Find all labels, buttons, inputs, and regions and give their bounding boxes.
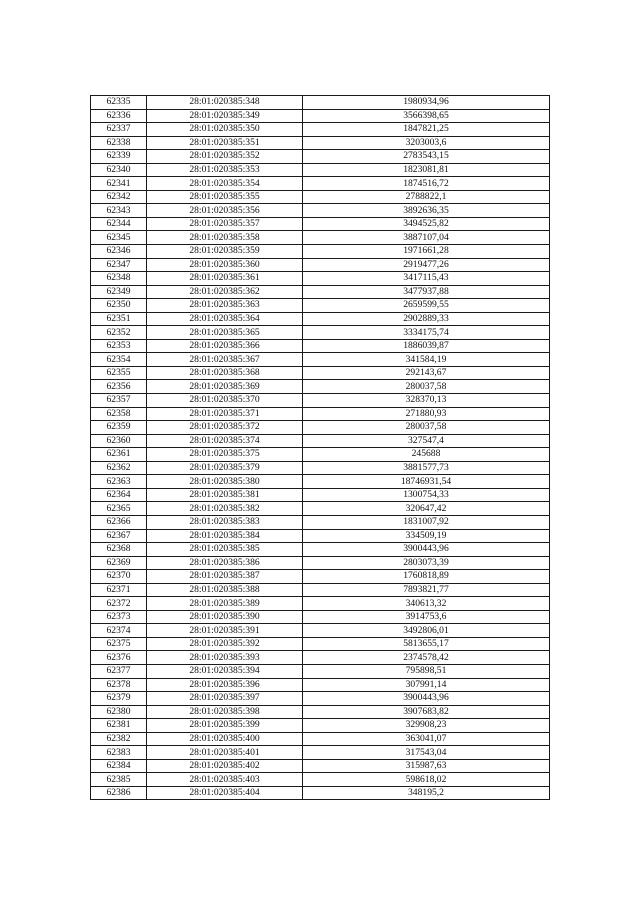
value-cell: 2902889,33 <box>303 312 550 326</box>
row-number-cell: 62361 <box>91 448 147 462</box>
table-row <box>91 637 550 651</box>
row-number-cell: 62368 <box>91 543 147 557</box>
table-row <box>91 150 550 164</box>
value-cell: 292143,67 <box>303 366 550 380</box>
row-number-cell: 62359 <box>91 421 147 435</box>
row-number-cell: 62346 <box>91 245 147 259</box>
value-cell: 327547,4 <box>303 434 550 448</box>
table-row <box>91 353 550 367</box>
cadastral-number-cell: 28:01:020385:354 <box>147 177 303 191</box>
value-cell: 320647,42 <box>303 502 550 516</box>
value-cell: 3892636,35 <box>303 204 550 218</box>
value-cell: 3881577,73 <box>303 461 550 475</box>
row-number-cell: 62385 <box>91 773 147 787</box>
value-cell: 329908,23 <box>303 719 550 733</box>
cadastral-number-cell: 28:01:020385:372 <box>147 421 303 435</box>
table-row <box>91 502 550 516</box>
value-cell: 3334175,74 <box>303 326 550 340</box>
row-number-cell: 62369 <box>91 556 147 570</box>
cadastral-number-cell: 28:01:020385:389 <box>147 597 303 611</box>
row-number-cell: 62374 <box>91 624 147 638</box>
cadastral-number-cell: 28:01:020385:392 <box>147 637 303 651</box>
row-number-cell: 62344 <box>91 217 147 231</box>
row-number-cell: 62358 <box>91 407 147 421</box>
row-number-cell: 62383 <box>91 746 147 760</box>
table-row <box>91 339 550 353</box>
value-cell: 341584,19 <box>303 353 550 367</box>
value-cell: 245688 <box>303 448 550 462</box>
table-row <box>91 773 550 787</box>
table-row <box>91 272 550 286</box>
value-cell: 1831007,92 <box>303 515 550 529</box>
row-number-cell: 62363 <box>91 475 147 489</box>
value-cell: 280037,58 <box>303 380 550 394</box>
row-number-cell: 62351 <box>91 312 147 326</box>
value-cell: 315987,63 <box>303 759 550 773</box>
cadastral-number-cell: 28:01:020385:380 <box>147 475 303 489</box>
row-number-cell: 62370 <box>91 570 147 584</box>
table-row <box>91 651 550 665</box>
value-cell: 348195,2 <box>303 786 550 800</box>
value-cell: 280037,58 <box>303 421 550 435</box>
cadastral-number-cell: 28:01:020385:357 <box>147 217 303 231</box>
table-row <box>91 407 550 421</box>
row-number-cell: 62350 <box>91 299 147 313</box>
cadastral-number-cell: 28:01:020385:403 <box>147 773 303 787</box>
table-row <box>91 610 550 624</box>
row-number-cell: 62371 <box>91 583 147 597</box>
value-cell: 3417115,43 <box>303 272 550 286</box>
row-number-cell: 62357 <box>91 394 147 408</box>
value-cell: 2803073,39 <box>303 556 550 570</box>
value-cell: 1847821,25 <box>303 123 550 137</box>
value-cell: 795898,51 <box>303 664 550 678</box>
row-number-cell: 62381 <box>91 719 147 733</box>
row-number-cell: 62347 <box>91 258 147 272</box>
value-cell: 271880,93 <box>303 407 550 421</box>
cadastral-number-cell: 28:01:020385:382 <box>147 502 303 516</box>
cadastral-number-cell: 28:01:020385:356 <box>147 204 303 218</box>
cadastral-number-cell: 28:01:020385:388 <box>147 583 303 597</box>
row-number-cell: 62349 <box>91 285 147 299</box>
row-number-cell: 62355 <box>91 366 147 380</box>
cadastral-number-cell: 28:01:020385:360 <box>147 258 303 272</box>
table-row <box>91 475 550 489</box>
cadastral-number-cell: 28:01:020385:363 <box>147 299 303 313</box>
cadastral-number-cell: 28:01:020385:362 <box>147 285 303 299</box>
cadastral-number-cell: 28:01:020385:381 <box>147 488 303 502</box>
value-cell: 3900443,96 <box>303 543 550 557</box>
row-number-cell: 62343 <box>91 204 147 218</box>
row-number-cell: 62342 <box>91 190 147 204</box>
value-cell: 3887107,04 <box>303 231 550 245</box>
table-row <box>91 543 550 557</box>
cadastral-number-cell: 28:01:020385:361 <box>147 272 303 286</box>
row-number-cell: 62362 <box>91 461 147 475</box>
row-number-cell: 62382 <box>91 732 147 746</box>
cadastral-number-cell: 28:01:020385:379 <box>147 461 303 475</box>
table-row <box>91 786 550 800</box>
cadastral-number-cell: 28:01:020385:366 <box>147 339 303 353</box>
cadastral-number-cell: 28:01:020385:393 <box>147 651 303 665</box>
table-row <box>91 461 550 475</box>
table-row <box>91 231 550 245</box>
value-cell: 18746931,54 <box>303 475 550 489</box>
row-number-cell: 62345 <box>91 231 147 245</box>
row-number-cell: 62378 <box>91 678 147 692</box>
value-cell: 2783543,15 <box>303 150 550 164</box>
row-number-cell: 62377 <box>91 664 147 678</box>
cadastral-number-cell: 28:01:020385:402 <box>147 759 303 773</box>
cadastral-number-cell: 28:01:020385:386 <box>147 556 303 570</box>
value-cell: 5813655,17 <box>303 637 550 651</box>
table-row <box>91 434 550 448</box>
value-cell: 3566398,65 <box>303 109 550 123</box>
value-cell: 1823081,81 <box>303 163 550 177</box>
cadastral-number-cell: 28:01:020385:390 <box>147 610 303 624</box>
table-row <box>91 719 550 733</box>
row-number-cell: 62341 <box>91 177 147 191</box>
value-cell: 1886039,87 <box>303 339 550 353</box>
table-row <box>91 488 550 502</box>
cadastral-number-cell: 28:01:020385:374 <box>147 434 303 448</box>
cadastral-number-cell: 28:01:020385:404 <box>147 786 303 800</box>
value-cell: 340613,32 <box>303 597 550 611</box>
cadastral-number-cell: 28:01:020385:397 <box>147 692 303 706</box>
row-number-cell: 62337 <box>91 123 147 137</box>
value-cell: 2659599,55 <box>303 299 550 313</box>
table-row <box>91 312 550 326</box>
cadastral-number-cell: 28:01:020385:375 <box>147 448 303 462</box>
cadastral-number-cell: 28:01:020385:348 <box>147 96 303 110</box>
row-number-cell: 62376 <box>91 651 147 665</box>
table-row <box>91 366 550 380</box>
row-number-cell: 62386 <box>91 786 147 800</box>
row-number-cell: 62338 <box>91 136 147 150</box>
cadastral-number-cell: 28:01:020385:385 <box>147 543 303 557</box>
value-cell: 363041,07 <box>303 732 550 746</box>
value-cell: 3914753,6 <box>303 610 550 624</box>
table-row <box>91 529 550 543</box>
row-number-cell: 62384 <box>91 759 147 773</box>
row-number-cell: 62372 <box>91 597 147 611</box>
cadastral-number-cell: 28:01:020385:367 <box>147 353 303 367</box>
row-number-cell: 62365 <box>91 502 147 516</box>
table-row <box>91 759 550 773</box>
cadastral-number-cell: 28:01:020385:349 <box>147 109 303 123</box>
row-number-cell: 62356 <box>91 380 147 394</box>
value-cell: 3203003,6 <box>303 136 550 150</box>
row-number-cell: 62360 <box>91 434 147 448</box>
value-cell: 598618,02 <box>303 773 550 787</box>
value-cell: 3477937,88 <box>303 285 550 299</box>
table-row <box>91 583 550 597</box>
value-cell: 3492806,01 <box>303 624 550 638</box>
cadastral-number-cell: 28:01:020385:350 <box>147 123 303 137</box>
table-row <box>91 96 550 110</box>
table-row <box>91 326 550 340</box>
table-row <box>91 664 550 678</box>
table-row <box>91 380 550 394</box>
table-row <box>91 299 550 313</box>
table-row <box>91 285 550 299</box>
value-cell: 3900443,96 <box>303 692 550 706</box>
row-number-cell: 62375 <box>91 637 147 651</box>
cadastral-number-cell: 28:01:020385:351 <box>147 136 303 150</box>
row-number-cell: 62339 <box>91 150 147 164</box>
table-row <box>91 109 550 123</box>
table-row <box>91 177 550 191</box>
table-row <box>91 624 550 638</box>
value-cell: 334509,19 <box>303 529 550 543</box>
table-row <box>91 515 550 529</box>
cadastral-number-cell: 28:01:020385:355 <box>147 190 303 204</box>
value-cell: 317543,04 <box>303 746 550 760</box>
table-row <box>91 258 550 272</box>
cadastral-number-cell: 28:01:020385:391 <box>147 624 303 638</box>
value-cell: 328370,13 <box>303 394 550 408</box>
cadastral-number-cell: 28:01:020385:387 <box>147 570 303 584</box>
table-row <box>91 705 550 719</box>
cadastral-number-cell: 28:01:020385:353 <box>147 163 303 177</box>
table-row <box>91 746 550 760</box>
table-body <box>91 96 550 800</box>
cadastral-number-cell: 28:01:020385:352 <box>147 150 303 164</box>
cadastral-number-cell: 28:01:020385:364 <box>147 312 303 326</box>
table-row <box>91 217 550 231</box>
cadastral-number-cell: 28:01:020385:370 <box>147 394 303 408</box>
table-row <box>91 597 550 611</box>
value-cell: 7893821,77 <box>303 583 550 597</box>
table-row <box>91 692 550 706</box>
cadastral-number-cell: 28:01:020385:398 <box>147 705 303 719</box>
cadastral-number-cell: 28:01:020385:368 <box>147 366 303 380</box>
table-row <box>91 163 550 177</box>
table-row <box>91 556 550 570</box>
table-row <box>91 123 550 137</box>
cadastral-value-table <box>90 95 550 800</box>
value-cell: 1980934,96 <box>303 96 550 110</box>
cadastral-number-cell: 28:01:020385:359 <box>147 245 303 259</box>
value-cell: 3907683,82 <box>303 705 550 719</box>
value-cell: 3494525,82 <box>303 217 550 231</box>
table-row <box>91 394 550 408</box>
row-number-cell: 62366 <box>91 515 147 529</box>
cadastral-number-cell: 28:01:020385:371 <box>147 407 303 421</box>
table-row <box>91 190 550 204</box>
row-number-cell: 62354 <box>91 353 147 367</box>
table-row <box>91 421 550 435</box>
cadastral-number-cell: 28:01:020385:400 <box>147 732 303 746</box>
row-number-cell: 62379 <box>91 692 147 706</box>
cadastral-number-cell: 28:01:020385:394 <box>147 664 303 678</box>
cadastral-number-cell: 28:01:020385:358 <box>147 231 303 245</box>
row-number-cell: 62335 <box>91 96 147 110</box>
table-row <box>91 204 550 218</box>
row-number-cell: 62353 <box>91 339 147 353</box>
cadastral-number-cell: 28:01:020385:396 <box>147 678 303 692</box>
cadastral-number-cell: 28:01:020385:383 <box>147 515 303 529</box>
value-cell: 1874516,72 <box>303 177 550 191</box>
cadastral-number-cell: 28:01:020385:369 <box>147 380 303 394</box>
cadastral-number-cell: 28:01:020385:399 <box>147 719 303 733</box>
row-number-cell: 62367 <box>91 529 147 543</box>
table-row <box>91 245 550 259</box>
value-cell: 1971661,28 <box>303 245 550 259</box>
value-cell: 2788822,1 <box>303 190 550 204</box>
row-number-cell: 62336 <box>91 109 147 123</box>
table-row <box>91 570 550 584</box>
table-row <box>91 136 550 150</box>
cadastral-number-cell: 28:01:020385:384 <box>147 529 303 543</box>
row-number-cell: 62348 <box>91 272 147 286</box>
table-row <box>91 732 550 746</box>
row-number-cell: 62364 <box>91 488 147 502</box>
cadastral-number-cell: 28:01:020385:365 <box>147 326 303 340</box>
value-cell: 307991,14 <box>303 678 550 692</box>
table-row <box>91 678 550 692</box>
value-cell: 2374578,42 <box>303 651 550 665</box>
row-number-cell: 62373 <box>91 610 147 624</box>
value-cell: 1760818,89 <box>303 570 550 584</box>
row-number-cell: 62380 <box>91 705 147 719</box>
value-cell: 1300754,33 <box>303 488 550 502</box>
table-row <box>91 448 550 462</box>
value-cell: 2919477,26 <box>303 258 550 272</box>
row-number-cell: 62352 <box>91 326 147 340</box>
row-number-cell: 62340 <box>91 163 147 177</box>
cadastral-number-cell: 28:01:020385:401 <box>147 746 303 760</box>
